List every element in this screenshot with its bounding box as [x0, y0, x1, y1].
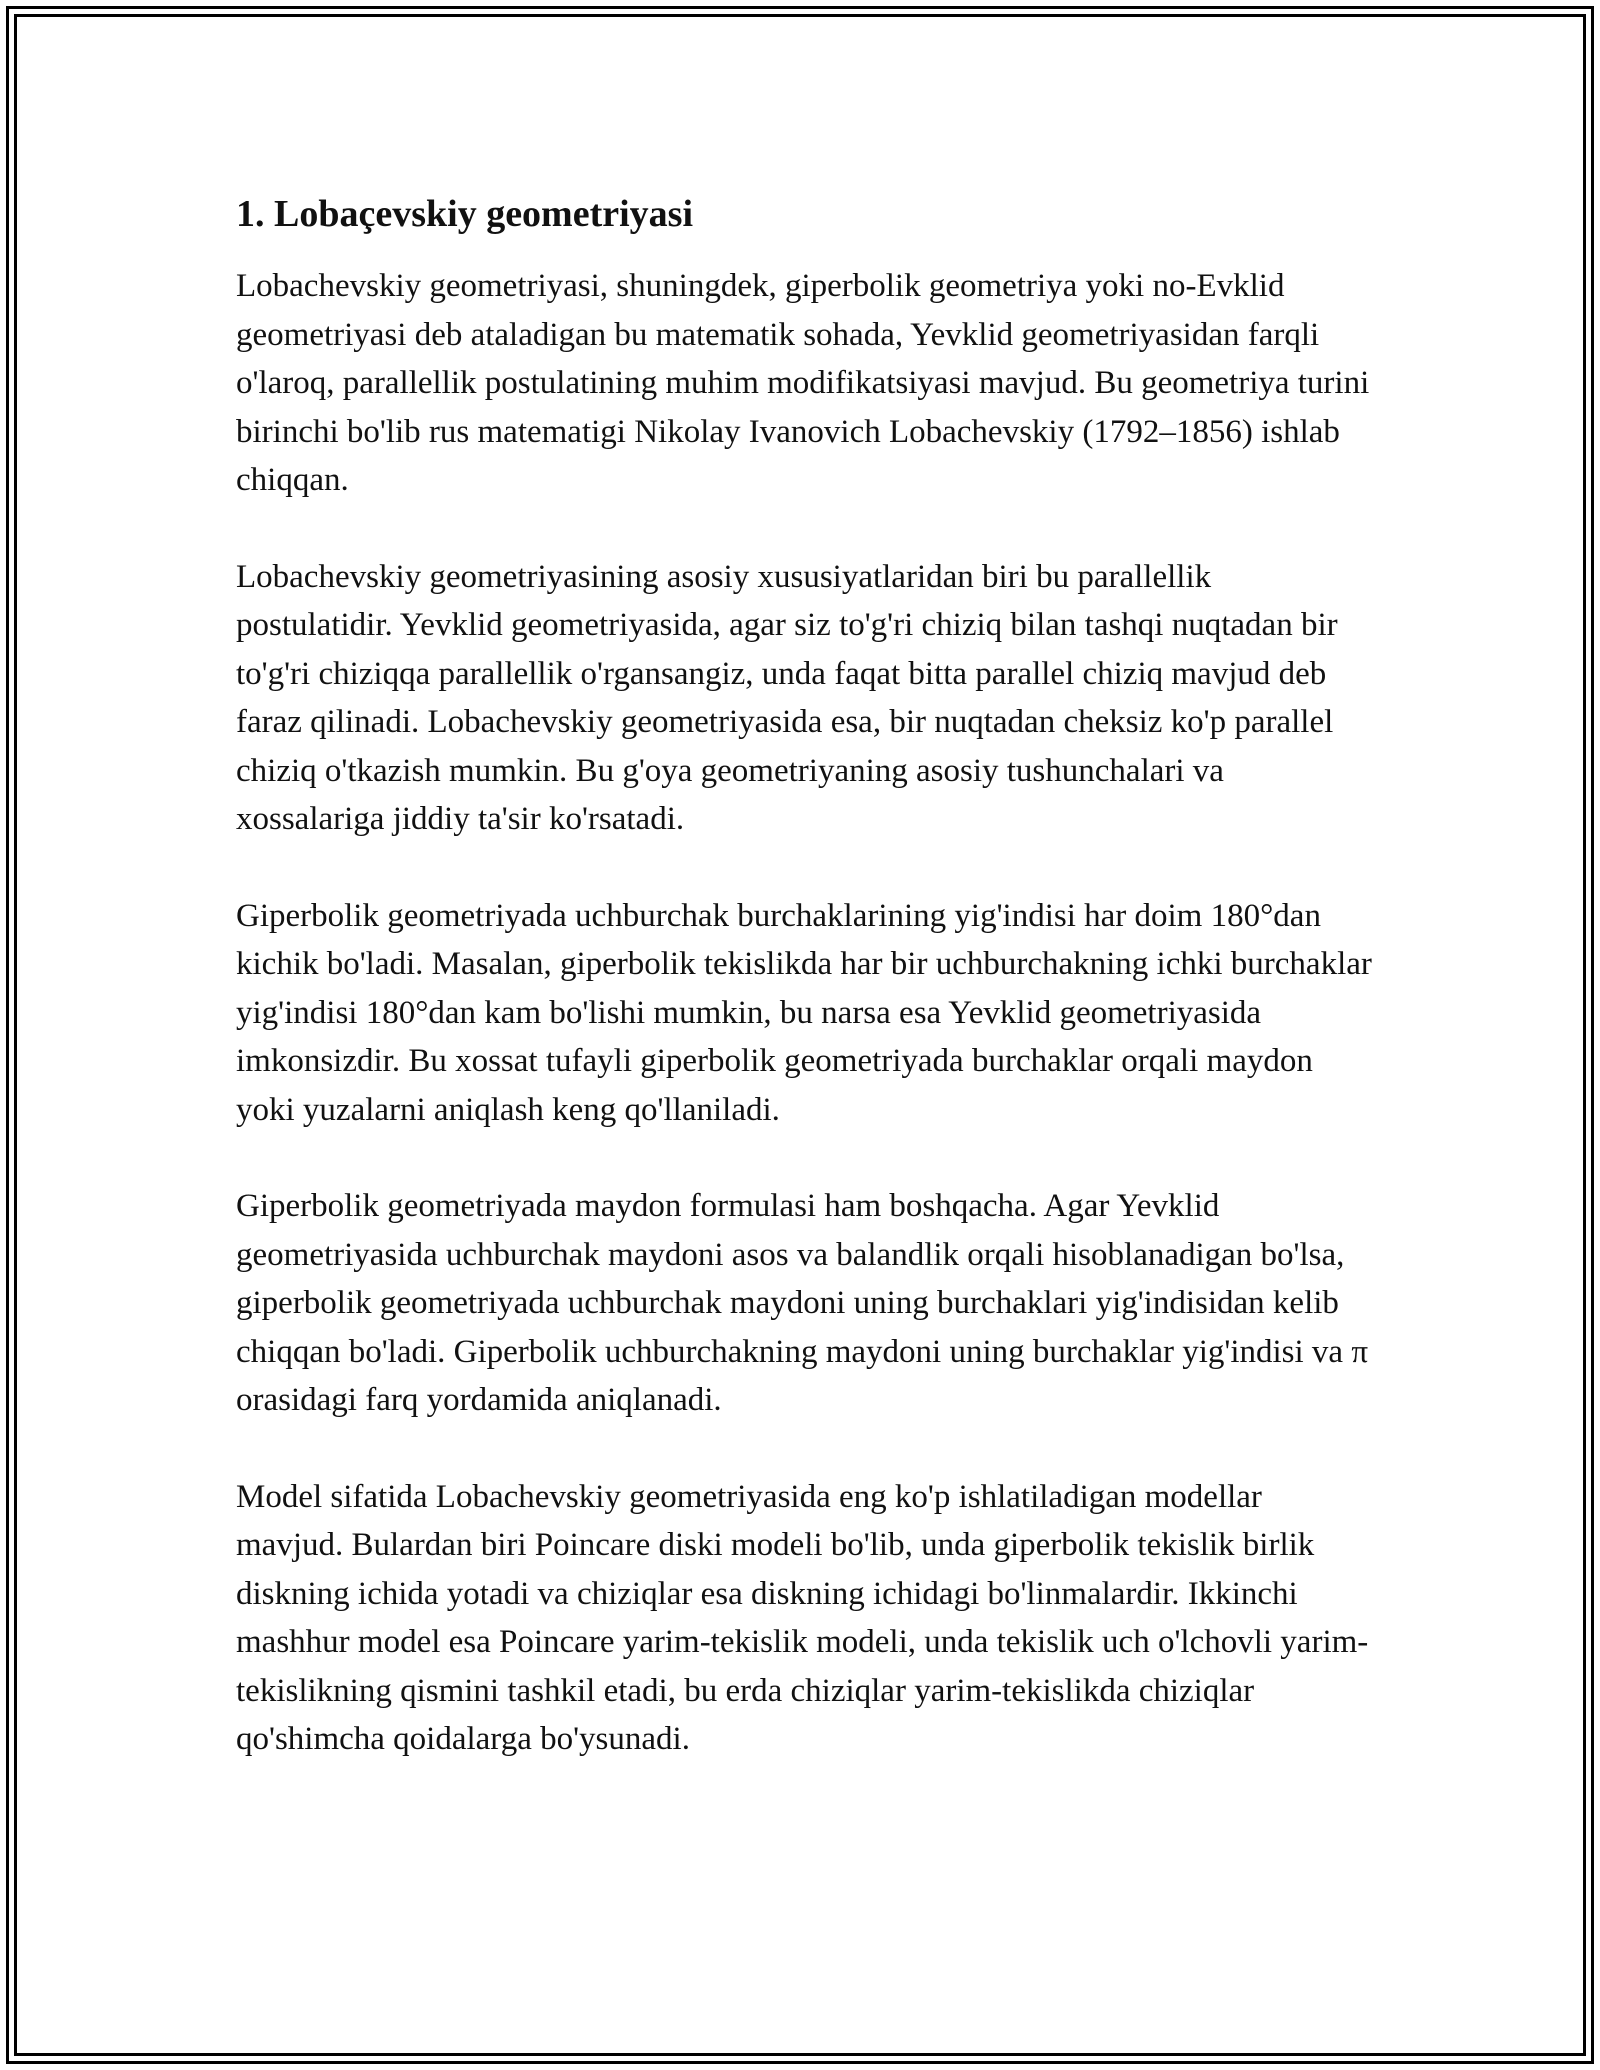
- paragraph-5: Model sifatida Lobachevskiy geometriyasida eng ko'p ishlatiladigan modellar mavjud. Bulardan biri Poincare diski modeli bo'lib, unda giperbolik tekislik birlik diskning ichida yotadi va chiziqlar esa diskning ichidagi bo'linmalardir. Ikkinchi mashhur model esa Poincare yarim-tekislik modeli, unda tekislik uch o'lchovli yarim-tekislikning qismini tashkil etadi, bu erda chiziqlar yarim-tekislikda chiziqlar qo'shimcha qoidalarga bo'ysunadi.: [236, 1478, 1369, 1757]
- paragraph-1: Lobachevskiy geometriyasi, shuningdek, giperbolik geometriya yoki no-Evklid geometriyasi deb ataladigan bu matematik sohada, Yevklid geometriyasidan farqli o'laroq, parallellik postulatining muhim modifikatsiyasi mavjud. Bu geometriya turini birinchi bo'lib rus matematigi Nikolay Ivanovich Lobachevskiy (1792–1856) ishlab chiqqan.: [236, 268, 1370, 498]
- paragraph-2: Lobachevskiy geometriyasining asosiy xususiyatlaridan biri bu parallellik postulatidir. Yevklid geometriyasida, agar siz to'g'ri chiziq bilan tashqi nuqtadan bir to'g'ri chiziqqa parallellik o'rgansangiz, unda faqat bitta parallel chiziq mavjud deb faraz qilinadi. Lobachevskiy geometriyasida esa, bir nuqtadan cheksiz ko'p parallel chiziq o'tkazish mumkin. Bu g'oya geometriyaning asosiy tushunchalari va xossalariga jiddiy ta'sir ko'rsatadi.: [236, 558, 1338, 837]
- paragraph-3: Giperbolik geometriyada uchburchak burchaklarining yig'indisi har doim 180°dan kichik bo'ladi. Masalan, giperbolik tekislikda har bir uchburchakning ichki burchaklar yig'indisi 180°dan kam bo'lishi mumkin, bu narsa esa Yevklid geometriyasida imkonsizdir. Bu xossat tufayli giperbolik geometriyada burchaklar orqali maydon yoki yuzalarni aniqlash keng qo'llaniladi.: [236, 897, 1372, 1128]
- document-body: [236, 186, 1376, 1764]
- section-heading: 1. Lobaçevskiy geometriyasi: [236, 193, 694, 235]
- paragraph-4: Giperbolik geometriyada maydon formulasi ham boshqacha. Agar Yevklid geometriyasida uchburchak maydoni asos va balandlik orqali hisoblanadigan bo'lsa, giperbolik geometriyada uchburchak maydoni uning burchaklari yig'indisidan kelib chiqqan bo'ladi. Giperbolik uchburchakning maydoni uning burchaklar yig'indisi va π orasidagi farq yordamida aniqlanadi.: [236, 1188, 1368, 1418]
